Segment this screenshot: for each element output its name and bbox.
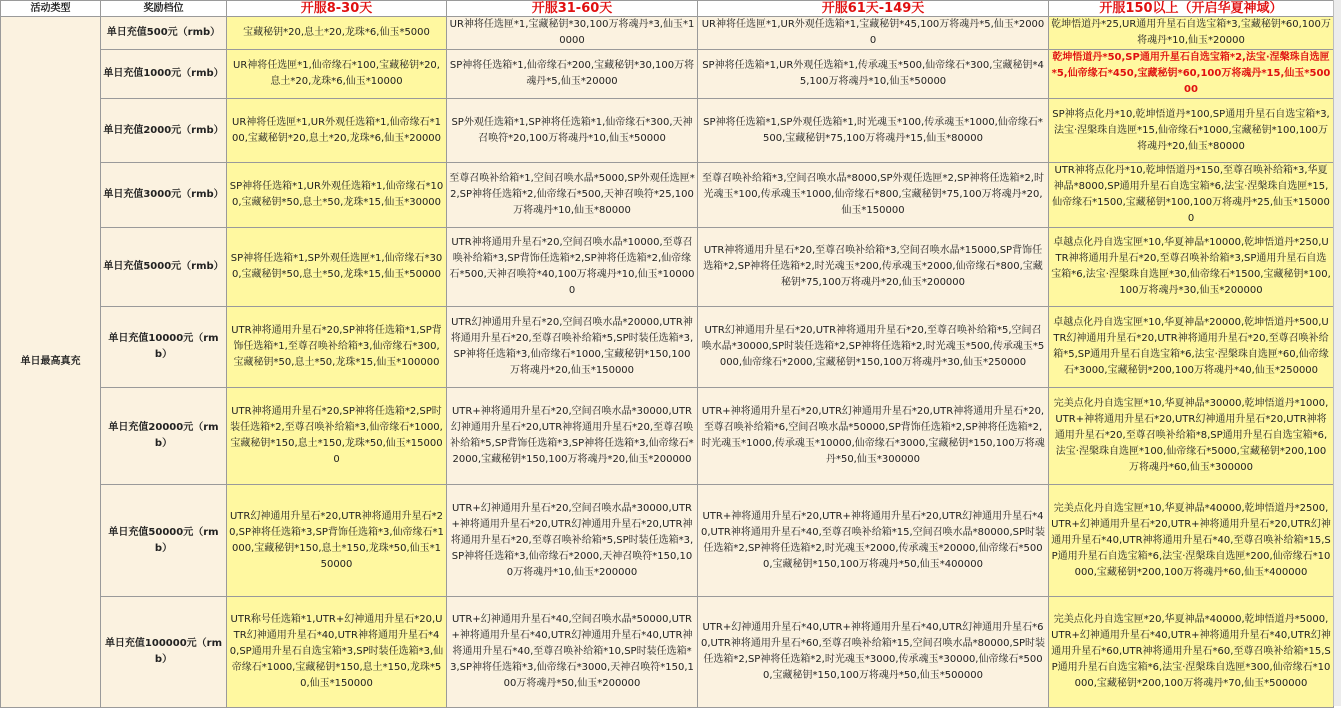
header-reward-tier[interactable]: 奖励档位: [101, 1, 227, 17]
reward-cell[interactable]: UTR+幻神通用升星石*40,空间召唤水晶*50000,UTR+神将通用升星石*40,UTR幻神通用升星石*40,UTR神将通用升星石*40,至尊召唤补给箱*10,SP时装任选箱*3,SP神将任选箱*3,仙帝缘石*3000,天神召唤符*150,100万将魂丹*50,仙玉*200000: [447, 597, 698, 708]
reward-cell[interactable]: SP神将任选箱*1,UR外观任选箱*1,传承魂玉*500,仙帝缘石*300,宝藏秘钥*45,100万将魂丹*10,仙玉*50000: [698, 50, 1049, 99]
reward-cell[interactable]: UTR神将点化丹*10,乾坤悟道丹*150,至尊召唤补给箱*3,华夏神晶*8000,SP通用升星石自选宝箱*6,法宝·涅槃珠自选匣*15,仙帝缘石*1500,宝藏秘钥*100,100万将魂丹*25,仙玉*150000: [1049, 163, 1334, 228]
header-period-1[interactable]: 开服8-30天: [227, 1, 447, 17]
reward-cell[interactable]: 至尊召唤补给箱*1,空间召唤水晶*5000,SP外观任选匣*2,SP神将任选箱*2,仙帝缘石*500,天神召唤符*25,100万将魂丹*10,仙玉*80000: [447, 163, 698, 228]
reward-cell[interactable]: UTR+神将通用升星石*20,UTR幻神通用升星石*20,UTR神将通用升星石*20,至尊召唤补给箱*6,空间召唤水晶*50000,SP背饰任选箱*2,SP神将任选箱*2,时光魂玉*1000,传承魂玉*10000,仙帝缘石*3000,宝藏秘钥*150,100万将魂丹*50,仙玉*300000: [698, 388, 1049, 485]
table-row: [1, 597, 1334, 708]
reward-cell[interactable]: UTR+神将通用升星石*20,空间召唤水晶*30000,UTR幻神通用升星石*20,UTR神将通用升星石*20,至尊召唤补给箱*5,SP背饰任选箱*3,SP神将任选箱*3,仙帝缘石*2000,宝藏秘钥*150,100万将魂丹*20,仙玉*200000: [447, 388, 698, 485]
header-period-2[interactable]: 开服31-60天: [447, 1, 698, 17]
header-period-4[interactable]: 开服150以上（开启华夏神域）: [1049, 1, 1334, 17]
reward-cell-highlight[interactable]: 乾坤悟道丹*50,SP通用升星石自选宝箱*2,法宝·涅槃珠自选匣*5,仙帝缘石*450,宝藏秘钥*60,100万将魂丹*15,仙玉*50000: [1049, 50, 1334, 99]
reward-cell[interactable]: UTR幻神通用升星石*20,UTR神将通用升星石*20,至尊召唤补给箱*5,空间召唤水晶*30000,SP时装任选箱*2,SP神将任选箱*2,时光魂玉*500,传承魂玉*5000,仙帝缘石*2000,宝藏秘钥*150,100万将魂丹*30,仙玉*250000: [698, 307, 1049, 388]
reward-cell[interactable]: SP神将任选箱*1,仙帝缘石*200,宝藏秘钥*30,100万将魂丹*5,仙玉*20000: [447, 50, 698, 99]
reward-cell[interactable]: 完美点化丹自选宝匣*20,华夏神晶*40000,乾坤悟道丹*5000,UTR+幻神通用升星石*40,UTR+神将通用升星石*40,UTR幻神通用升星石*60,UTR神将通用升星石*60,至尊召唤补给箱*15,SP通用升星石自选宝箱*6,法宝·涅槃珠自选匣*300,仙帝缘石*10000,宝藏秘钥*200,100万将魂丹*70,仙玉*500000: [1049, 597, 1334, 708]
spreadsheet-right-edge: [1333, 0, 1341, 706]
reward-cell[interactable]: SP神将任选箱*1,SP外观任选匣*1,仙帝缘石*300,宝藏秘钥*50,息土*50,龙珠*15,仙玉*50000: [227, 228, 447, 307]
reward-cell[interactable]: UTR神将通用升星石*20,至尊召唤补给箱*3,空间召唤水晶*15000,SP背饰任选箱*2,SP神将任选箱*2,时光魂玉*200,传承魂玉*2000,仙帝缘石*800,宝藏秘钥*75,100万将魂丹*20,仙玉*200000: [698, 228, 1049, 307]
reward-cell[interactable]: SP神将任选箱*1,SP外观任选箱*1,时光魂玉*100,传承魂玉*1000,仙帝缘石*500,宝藏秘钥*75,100万将魂丹*15,仙玉*80000: [698, 99, 1049, 163]
table-row: [1, 228, 1334, 307]
reward-cell[interactable]: UTR称号任选箱*1,UTR+幻神通用升星石*20,UTR幻神通用升星石*40,UTR神将通用升星石*40,SP通用升星石自选宝箱*3,SP时装任选箱*3,仙帝缘石*1000,宝藏秘钥*150,息土*150,龙珠*50,仙玉*150000: [227, 597, 447, 708]
reward-cell[interactable]: UR神将任选匣*1,UR外观任选箱*1,仙帝缘石*100,宝藏秘钥*20,息土*20,龙珠*6,仙玉*20000: [227, 99, 447, 163]
table-row: [1, 388, 1334, 485]
reward-cell[interactable]: UTR神将通用升星石*20,SP神将任选箱*1,SP背饰任选箱*1,至尊召唤补给箱*3,仙帝缘石*300,宝藏秘钥*50,息土*50,龙珠*15,仙玉*100000: [227, 307, 447, 388]
reward-cell[interactable]: 完美点化丹自选宝匣*10,华夏神晶*30000,乾坤悟道丹*1000,UTR+神将通用升星石*20,UTR幻神通用升星石*20,UTR神将通用升星石*20,至尊召唤补给箱*8,SP通用升星石自选宝箱*6,法宝·涅槃珠自选匣*100,仙帝缘石*5000,宝藏秘钥*200,100万将魂丹*60,仙玉*300000: [1049, 388, 1334, 485]
tier-cell[interactable]: 单日充值500元（rmb）: [101, 17, 227, 50]
tier-cell[interactable]: 单日充值3000元（rmb）: [101, 163, 227, 228]
reward-cell[interactable]: 卓越点化丹自选宝匣*10,华夏神晶*10000,乾坤悟道丹*250,UTR神将通用升星石*20,至尊召唤补给箱*3,SP通用升星石自选宝箱*6,法宝·涅槃珠自选匣*30,仙帝缘石*1500,宝藏秘钥*100,100万将魂丹*30,仙玉*200000: [1049, 228, 1334, 307]
table-row: [1, 99, 1334, 163]
table-row: [1, 307, 1334, 388]
header-activity-type[interactable]: 活动类型: [1, 1, 101, 17]
reward-cell[interactable]: SP神将任选箱*1,UR外观任选箱*1,仙帝缘石*100,宝藏秘钥*50,息土*50,龙珠*15,仙玉*30000: [227, 163, 447, 228]
tier-cell[interactable]: 单日充值2000元（rmb）: [101, 99, 227, 163]
tier-cell[interactable]: 单日充值50000元（rmb）: [101, 485, 227, 597]
table-row: [1, 50, 1334, 99]
table-row: [1, 163, 1334, 228]
reward-cell[interactable]: UR神将任选匣*1,仙帝缘石*100,宝藏秘钥*20,息土*20,龙珠*6,仙玉*10000: [227, 50, 447, 99]
reward-cell[interactable]: UTR+幻神通用升星石*40,UTR+神将通用升星石*40,UTR幻神通用升星石*60,UTR神将通用升星石*60,至尊召唤补给箱*15,空间召唤水晶*80000,SP时装任选箱*2,SP神将任选箱*2,时光魂玉*3000,传承魂玉*30000,仙帝缘石*5000,宝藏秘钥*150,100万将魂丹*50,仙玉*500000: [698, 597, 1049, 708]
header-row: [1, 1, 1334, 17]
reward-cell[interactable]: UR神将任选匣*1,宝藏秘钥*30,100万将魂丹*3,仙玉*10000: [447, 17, 698, 50]
reward-cell[interactable]: 完美点化丹自选宝匣*10,华夏神晶*40000,乾坤悟道丹*2500,UTR+幻神通用升星石*20,UTR+神将通用升星石*20,UTR幻神通用升星石*40,UTR神将通用升星石*40,至尊召唤补给箱*15,SP通用升星石自选宝箱*6,法宝·涅槃珠自选匣*200,仙帝缘石*10000,宝藏秘钥*200,100万将魂丹*60,仙玉*400000: [1049, 485, 1334, 597]
reward-cell[interactable]: 乾坤悟道丹*25,UR通用升星石自选宝箱*3,宝藏秘钥*60,100万将魂丹*10,仙玉*20000: [1049, 17, 1334, 50]
reward-cell[interactable]: SP神将点化丹*10,乾坤悟道丹*100,SP通用升星石自选宝箱*3,法宝·涅槃珠自选匣*15,仙帝缘石*1000,宝藏秘钥*100,100万将魂丹*20,仙玉*80000: [1049, 99, 1334, 163]
tier-cell[interactable]: 单日充值1000元（rmb）: [101, 50, 227, 99]
activity-type-cell[interactable]: 单日最高真充: [1, 17, 101, 708]
reward-cell[interactable]: 卓越点化丹自选宝匣*10,华夏神晶*20000,乾坤悟道丹*500,UTR幻神通用升星石*20,UTR神将通用升星石*20,至尊召唤补给箱*5,SP通用升星石自选宝箱*6,法宝·涅槃珠自选匣*60,仙帝缘石*3000,宝藏秘钥*200,100万将魂丹*40,仙玉*250000: [1049, 307, 1334, 388]
reward-cell[interactable]: UTR+幻神通用升星石*20,空间召唤水晶*30000,UTR+神将通用升星石*20,UTR幻神通用升星石*20,UTR神将通用升星石*20,至尊召唤补给箱*5,SP时装任选箱*3,SP神将任选箱*3,仙帝缘石*2000,天神召唤符*150,100万将魂丹*10,仙玉*200000: [447, 485, 698, 597]
reward-cell[interactable]: UTR神将通用升星石*20,SP神将任选箱*2,SP时装任选箱*2,至尊召唤补给箱*3,仙帝缘石*1000,宝藏秘钥*150,息土*150,龙珠*50,仙玉*150000: [227, 388, 447, 485]
table-row: [1, 17, 1334, 50]
reward-cell[interactable]: UTR+神将通用升星石*20,UTR+神将通用升星石*20,UTR幻神通用升星石*40,UTR神将通用升星石*40,至尊召唤补给箱*15,空间召唤水晶*80000,SP时装任选箱*2,SP神将任选箱*2,时光魂玉*2000,传承魂玉*20000,仙帝缘石*5000,宝藏秘钥*150,100万将魂丹*50,仙玉*400000: [698, 485, 1049, 597]
reward-cell[interactable]: 宝藏秘钥*20,息土*20,龙珠*6,仙玉*5000: [227, 17, 447, 50]
reward-cell[interactable]: UR神将任选匣*1,UR外观任选箱*1,宝藏秘钥*45,100万将魂丹*5,仙玉*20000: [698, 17, 1049, 50]
reward-cell[interactable]: 至尊召唤补给箱*3,空间召唤水晶*8000,SP外观任选匣*2,SP神将任选箱*2,时光魂玉*100,传承魂玉*1000,仙帝缘石*800,宝藏秘钥*75,100万将魂丹*20,仙玉*150000: [698, 163, 1049, 228]
table-row: [1, 485, 1334, 597]
tier-cell[interactable]: 单日充值20000元（rmb）: [101, 388, 227, 485]
tier-cell[interactable]: 单日充值5000元（rmb）: [101, 228, 227, 307]
reward-cell[interactable]: UTR神将通用升星石*20,空间召唤水晶*10000,至尊召唤补给箱*3,SP背饰任选箱*2,SP神将任选箱*2,仙帝缘石*500,天神召唤符*40,100万将魂丹*10,仙玉*100000: [447, 228, 698, 307]
header-period-3[interactable]: 开服61天-149天: [698, 1, 1049, 17]
reward-cell[interactable]: SP外观任选箱*1,SP神将任选箱*1,仙帝缘石*300,天神召唤符*20,100万将魂丹*10,仙玉*50000: [447, 99, 698, 163]
tier-cell[interactable]: 单日充值100000元（rmb）: [101, 597, 227, 708]
reward-cell[interactable]: UTR幻神通用升星石*20,空间召唤水晶*20000,UTR神将通用升星石*20,至尊召唤补给箱*5,SP时装任选箱*3,SP神将任选箱*3,仙帝缘石*1000,宝藏秘钥*150,100万将魂丹*20,仙玉*150000: [447, 307, 698, 388]
tier-cell[interactable]: 单日充值10000元（rmb）: [101, 307, 227, 388]
reward-cell[interactable]: UTR幻神通用升星石*20,UTR神将通用升星石*20,SP神将任选箱*3,SP背饰任选箱*3,仙帝缘石*1000,宝藏秘钥*150,息土*150,龙珠*50,仙玉*150000: [227, 485, 447, 597]
